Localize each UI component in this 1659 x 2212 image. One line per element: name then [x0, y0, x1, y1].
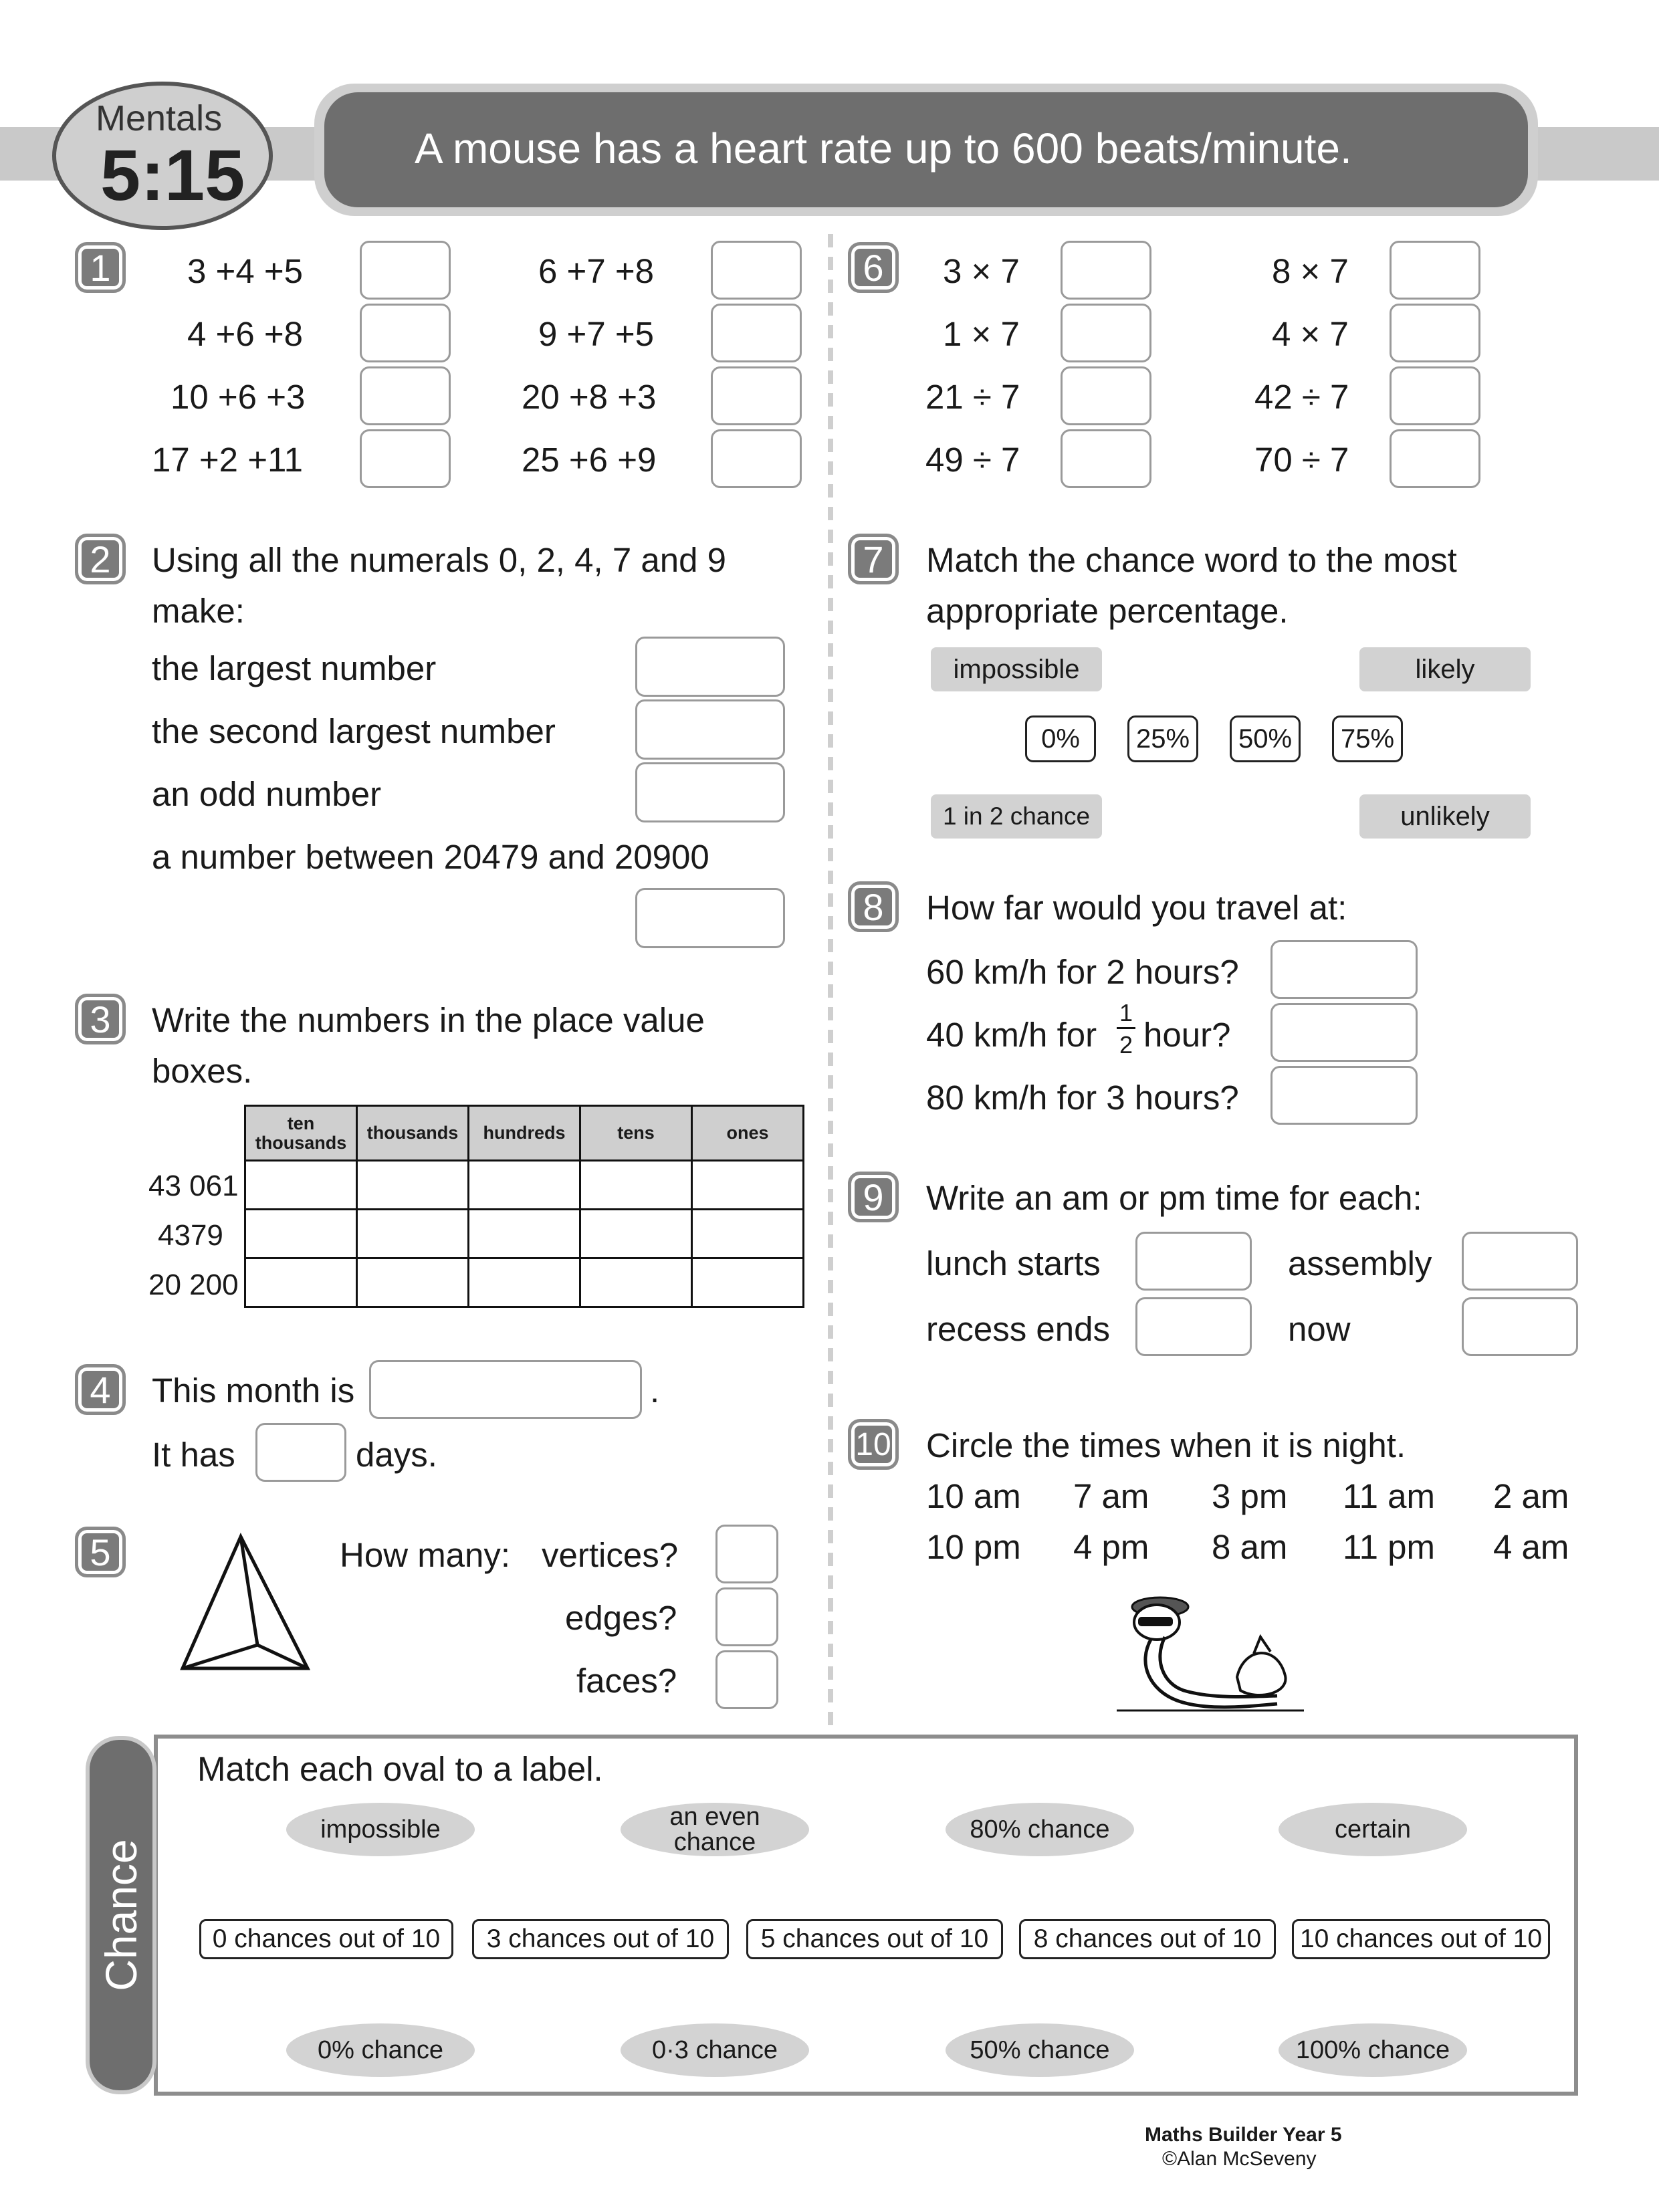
row-label: 43 061: [148, 1170, 239, 1202]
footer-book: Maths Builder Year 5: [1145, 2124, 1342, 2146]
q8-prompt: How far would you travel at:: [926, 889, 1347, 927]
chance-oval[interactable]: 80% chance: [946, 1803, 1134, 1856]
chance-label[interactable]: 0 chances out of 10: [199, 1919, 453, 1959]
q9-prompt: Write an am or pm time for each:: [926, 1179, 1422, 1217]
answer-box[interactable]: [715, 1650, 778, 1709]
question-number: 7: [848, 534, 899, 584]
answer-box[interactable]: [1061, 429, 1151, 488]
q2-instruction: make:: [152, 592, 245, 630]
place-value-cell[interactable]: [357, 1161, 469, 1210]
place-value-cell[interactable]: [245, 1210, 357, 1258]
half-fraction: [1115, 999, 1137, 1057]
q4-text: days.: [356, 1436, 437, 1474]
answer-box[interactable]: [635, 699, 785, 760]
place-value-cell[interactable]: [245, 1161, 357, 1210]
q5-item: faces?: [576, 1662, 677, 1700]
answer-box[interactable]: [711, 241, 802, 300]
chance-label[interactable]: 8 chances out of 10: [1019, 1919, 1276, 1959]
q7-instruction: appropriate percentage.: [926, 592, 1289, 630]
q2-item: an odd number: [152, 775, 382, 813]
question-number: 10: [848, 1419, 899, 1470]
answer-box[interactable]: [1462, 1297, 1578, 1356]
q6-expression: 8 × 7: [1272, 252, 1349, 290]
answer-box[interactable]: [360, 304, 451, 362]
time-option[interactable]: 2 am: [1493, 1477, 1569, 1515]
column-header: ones: [692, 1106, 804, 1161]
answer-box[interactable]: [715, 1525, 778, 1583]
answer-box[interactable]: [1390, 304, 1480, 362]
month-answer-box[interactable]: [369, 1360, 642, 1419]
mentals-label: Mentals: [96, 98, 223, 138]
place-value-cell[interactable]: [580, 1161, 692, 1210]
place-value-cell[interactable]: [692, 1210, 804, 1258]
answer-box[interactable]: [711, 366, 802, 425]
column-header: tens: [580, 1106, 692, 1161]
q1-expression: 3 +4 +5: [187, 252, 303, 290]
q9-item: lunch starts: [926, 1244, 1101, 1283]
place-value-cell[interactable]: [580, 1210, 692, 1258]
percentage-box[interactable]: 75%: [1332, 715, 1403, 762]
q6-expression: 4 × 7: [1272, 315, 1349, 353]
time-option[interactable]: 8 am: [1212, 1528, 1288, 1566]
q1-expression: 17 +2 +11: [152, 441, 303, 479]
q4-period: .: [650, 1371, 660, 1410]
chance-word[interactable]: 1 in 2 chance: [931, 794, 1102, 839]
pyramid-shape: [177, 1531, 318, 1678]
answer-box[interactable]: [1270, 1066, 1418, 1125]
row-label: 4379: [158, 1219, 223, 1252]
q8-item: 40 km/h for: [926, 1016, 1097, 1054]
q3-instruction: Write the numbers in the place value: [152, 1001, 705, 1039]
answer-box[interactable]: [1061, 366, 1151, 425]
place-value-cell[interactable]: [580, 1258, 692, 1307]
chance-word[interactable]: likely: [1359, 647, 1531, 691]
chance-word[interactable]: unlikely: [1359, 794, 1531, 839]
percentage-box[interactable]: 25%: [1127, 715, 1198, 762]
fraction-denominator: 2: [1119, 1031, 1133, 1059]
column-divider: [828, 234, 833, 1732]
chance-oval[interactable]: 0·3 chance: [621, 2023, 809, 2077]
percentage-box[interactable]: 50%: [1230, 715, 1301, 762]
q1-expression: 20 +8 +3: [522, 378, 657, 416]
chance-oval[interactable]: an even chance: [621, 1803, 809, 1856]
q1-expression: 6 +7 +8: [538, 252, 654, 290]
q7-instruction: Match the chance word to the most: [926, 541, 1457, 579]
q1-expression: 10 +6 +3: [171, 378, 306, 416]
chance-oval[interactable]: 50% chance: [946, 2023, 1134, 2077]
q5-prompt: How many:: [340, 1536, 511, 1574]
q5-item: vertices?: [542, 1536, 679, 1574]
answer-box[interactable]: [1135, 1297, 1252, 1356]
question-number: 1: [75, 242, 126, 293]
time-option[interactable]: 3 pm: [1212, 1477, 1288, 1515]
q2-instruction: Using all the numerals 0, 2, 4, 7 and 9: [152, 541, 727, 579]
question-number: 9: [848, 1172, 899, 1222]
answer-box[interactable]: [711, 429, 802, 488]
q2-item: the largest number: [152, 649, 437, 687]
chance-label[interactable]: 5 chances out of 10: [746, 1919, 1003, 1959]
chance-oval[interactable]: 0% chance: [286, 2023, 475, 2077]
q5-item: edges?: [565, 1599, 677, 1637]
question-number: 6: [848, 242, 899, 293]
fraction-numerator: 1: [1119, 999, 1133, 1026]
place-value-table: [244, 1105, 804, 1308]
answer-box[interactable]: [360, 241, 451, 300]
chance-label[interactable]: 10 chances out of 10: [1292, 1919, 1550, 1959]
q10-prompt: Circle the times when it is night.: [926, 1426, 1406, 1464]
q1-expression: 9 +7 +5: [538, 315, 654, 353]
column-header: thousands: [357, 1106, 469, 1161]
chance-oval[interactable]: impossible: [286, 1803, 475, 1856]
question-number: 5: [75, 1527, 126, 1577]
place-value-cell[interactable]: [692, 1161, 804, 1210]
answer-box[interactable]: [1135, 1232, 1252, 1291]
header-fact: A mouse has a heart rate up to 600 beats/minute.: [415, 124, 1352, 173]
place-value-cell[interactable]: [469, 1258, 580, 1307]
time-option[interactable]: 7 am: [1073, 1477, 1149, 1515]
q8-item: 60 km/h for 2 hours?: [926, 953, 1239, 991]
answer-box[interactable]: [1270, 940, 1418, 999]
answer-box[interactable]: [360, 429, 451, 488]
answer-box[interactable]: [1390, 241, 1480, 300]
q6-expression: 49 ÷ 7: [925, 441, 1020, 479]
time-option[interactable]: 4 pm: [1073, 1528, 1149, 1566]
answer-box[interactable]: [1270, 1003, 1418, 1062]
column-header: hundreds: [469, 1106, 580, 1161]
q1-expression: 25 +6 +9: [522, 441, 657, 479]
question-number: 3: [75, 994, 126, 1044]
days-answer-box[interactable]: [255, 1423, 346, 1482]
time-option[interactable]: 11 pm: [1343, 1528, 1435, 1566]
place-value-cell[interactable]: [357, 1258, 469, 1307]
column-header: ten thousands: [245, 1106, 357, 1161]
answer-box[interactable]: [711, 304, 802, 362]
answer-box[interactable]: [1462, 1232, 1578, 1291]
percentage-box[interactable]: 0%: [1025, 715, 1096, 762]
row-label: 20 200: [148, 1268, 239, 1301]
answer-box[interactable]: [1390, 366, 1480, 425]
chance-oval[interactable]: certain: [1279, 1803, 1467, 1856]
place-value-cell[interactable]: [469, 1210, 580, 1258]
answer-box[interactable]: [635, 637, 785, 697]
answer-box[interactable]: [635, 888, 785, 948]
time-option[interactable]: 10 am: [926, 1477, 1021, 1515]
q6-expression: 42 ÷ 7: [1254, 378, 1349, 416]
question-number: 4: [75, 1364, 126, 1415]
chance-tab-label: Chance: [96, 1839, 146, 1991]
q4-text: This month is: [152, 1371, 355, 1410]
question-number: 8: [848, 881, 899, 932]
q2-item: a number between 20479 and 20900: [152, 838, 709, 876]
answer-box[interactable]: [715, 1587, 778, 1646]
answer-box[interactable]: [360, 366, 451, 425]
q3-instruction: boxes.: [152, 1052, 253, 1090]
chance-prompt: Match each oval to a label.: [197, 1750, 603, 1788]
q6-expression: 21 ÷ 7: [925, 378, 1020, 416]
answer-box[interactable]: [1061, 241, 1151, 300]
q6-expression: 70 ÷ 7: [1254, 441, 1349, 479]
place-value-cell[interactable]: [469, 1161, 580, 1210]
place-value-cell[interactable]: [357, 1210, 469, 1258]
time-option[interactable]: 10 pm: [926, 1528, 1021, 1566]
time-option[interactable]: 4 am: [1493, 1528, 1569, 1566]
question-number: 2: [75, 534, 126, 584]
time-option[interactable]: 11 am: [1343, 1477, 1435, 1515]
mentals-number: 5:15: [100, 134, 245, 215]
q6-expression: 3 × 7: [943, 252, 1020, 290]
q9-item: now: [1288, 1310, 1351, 1348]
q9-item: assembly: [1288, 1244, 1432, 1283]
answer-box[interactable]: [1061, 304, 1151, 362]
q8-item: 80 km/h for 3 hours?: [926, 1079, 1239, 1117]
q2-item: the second largest number: [152, 712, 556, 750]
chance-label[interactable]: 3 chances out of 10: [472, 1919, 729, 1959]
q8-item: hour?: [1143, 1016, 1231, 1054]
answer-box[interactable]: [635, 762, 785, 822]
chance-word[interactable]: impossible: [931, 647, 1102, 691]
worm-illustration: [1110, 1590, 1311, 1717]
footer-author: ©Alan McSeveny: [1162, 2148, 1317, 2170]
chance-oval[interactable]: 100% chance: [1279, 2023, 1467, 2077]
answer-box[interactable]: [1390, 429, 1480, 488]
q6-expression: 1 × 7: [943, 315, 1020, 353]
q4-text: It has: [152, 1436, 235, 1474]
fraction-bar: [1117, 1027, 1135, 1029]
q1-expression: 4 +6 +8: [187, 315, 303, 353]
q9-item: recess ends: [926, 1310, 1110, 1348]
place-value-cell[interactable]: [245, 1258, 357, 1307]
place-value-cell[interactable]: [692, 1258, 804, 1307]
